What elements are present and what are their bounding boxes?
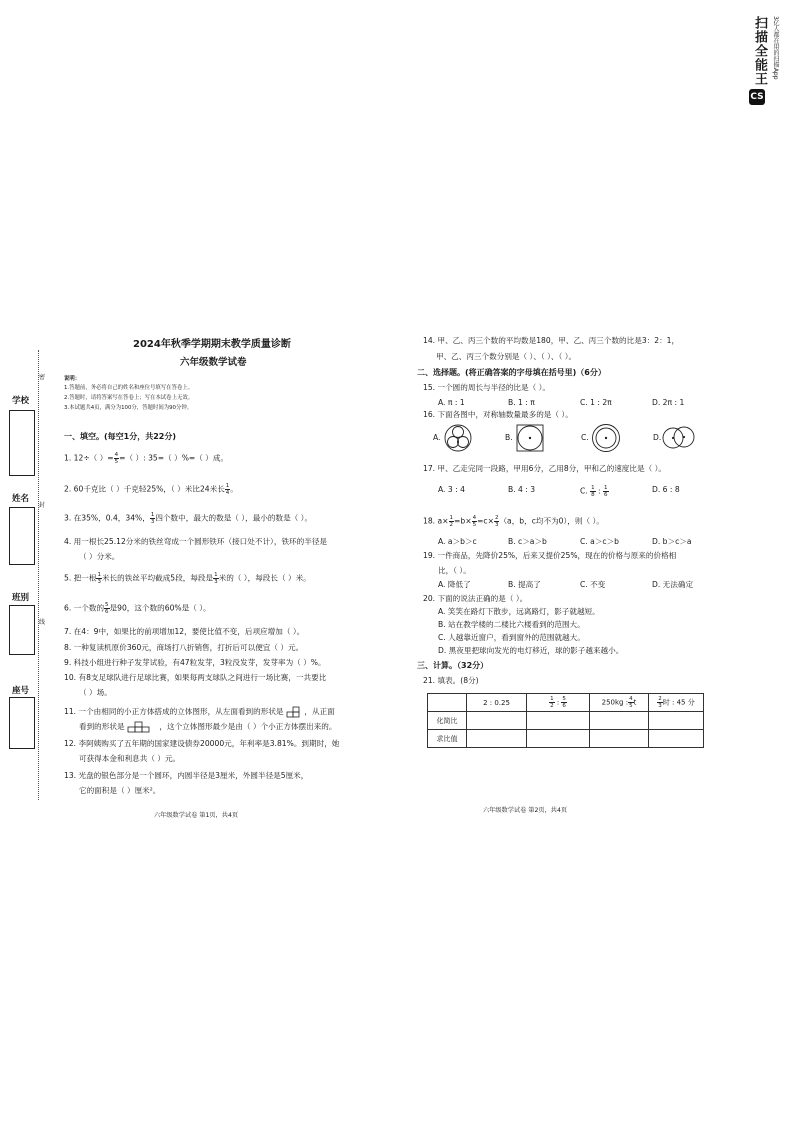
row-label-simplify: 化简比 bbox=[428, 712, 467, 730]
class-label: 班别 bbox=[12, 593, 30, 603]
question-7: 7. 在4：9中，如果比的前项增加12，要使比值不变，后项应增加（ ）。 bbox=[64, 627, 305, 636]
q18-option-d: D. b＞c＞a bbox=[652, 537, 692, 546]
question-1: 1. 12÷（ ）= $\frac{4}{5}$ =（ ）: 35=（ ）%=（ ）成。 bbox=[64, 452, 229, 465]
question-5: 5. 把一根 $\frac{1}{3}$ 米长的铁丝平均截成5段，每段是 $\frac{1}{3}$ 米的（ ），每段长（ ）米。 bbox=[64, 572, 311, 585]
question-13-line-1: 13. 光盘的银色部分是一个圆环，内圆半径是3厘米，外圆半径是5厘米， bbox=[64, 771, 309, 780]
note-3: 3.本试题共4页，满分为100分，答题时间为90分钟。 bbox=[64, 405, 193, 411]
question-6: 6. 一个数的 $\frac{5}{6}$ 是90，这个数的60%是（ ）。 bbox=[64, 602, 211, 615]
answer-cell[interactable] bbox=[527, 712, 590, 730]
seat-label: 座号 bbox=[12, 686, 30, 696]
q15-option-a: A. π : 1 bbox=[438, 398, 465, 407]
q16-two-circles-figure bbox=[662, 424, 696, 452]
question-13-line-2: 它的面积是（ ）厘米²。 bbox=[79, 786, 161, 795]
question-10-line-1: 10. 有8支足球队进行足球比赛，如果每两支球队之间进行一场比赛，一共要比 bbox=[64, 673, 327, 682]
q16-three-circles-figure bbox=[443, 423, 473, 453]
row-label-ratio-value: 求比值 bbox=[428, 730, 467, 748]
table-header-ratio-1: 2 : 0.25 bbox=[467, 694, 527, 712]
question-3: 3. 在35%，0.4，34%， $\frac{1}{3}$ 四个数中，最大的数是（ ），最小的数是（ ）。 bbox=[64, 512, 313, 525]
q15-option-d: D. 2π : 1 bbox=[652, 398, 685, 407]
question-4-line-2: （ ）分米。 bbox=[79, 552, 120, 561]
note-2: 2.答题时，请将答案写在答卷上；写在本试卷上无效。 bbox=[64, 395, 194, 401]
page-2-footer: 六年级数学试卷 第2页，共4页 bbox=[483, 807, 568, 814]
answer-cell[interactable] bbox=[467, 712, 527, 730]
q16-option-d: D. bbox=[653, 433, 662, 442]
school-box[interactable] bbox=[9, 410, 35, 476]
section-2-heading: 二、选择题。(将正确答案的字母填在括号里)（6分） bbox=[417, 368, 606, 377]
q15-option-c: C. 1 : 2π bbox=[580, 398, 612, 407]
answer-cell[interactable] bbox=[467, 730, 527, 748]
exam-title: 2024年秋季学期期末教学质量诊断 bbox=[133, 339, 291, 350]
question-14-line-2: 甲、乙、丙三个数分别是（ ）、（ ）、（ ）。 bbox=[436, 352, 577, 361]
question-21: 21. 填表。(8分) bbox=[423, 676, 479, 685]
page-1-footer: 六年级数学试卷 第1页，共4页 bbox=[154, 812, 239, 819]
q17-option-b: B. 4 : 3 bbox=[508, 485, 536, 494]
front-view-figure bbox=[127, 721, 157, 733]
seal-char-xian: 线 bbox=[39, 619, 46, 626]
q15-option-b: B. 1 : π bbox=[508, 398, 535, 407]
q17-option-d: D. 6 : 8 bbox=[652, 485, 680, 494]
table-header-ratio-2: $\frac{1}{2}$ : $\frac{5}{6}$ bbox=[527, 694, 590, 712]
answer-cell[interactable] bbox=[590, 712, 649, 730]
answer-cell[interactable] bbox=[590, 730, 649, 748]
answer-cell[interactable] bbox=[649, 730, 704, 748]
notes-title: 说明： bbox=[64, 376, 81, 382]
school-label: 学校 bbox=[12, 396, 30, 406]
table-header-ratio-4: $\frac{2}{3}$ 时 : 45 分 bbox=[649, 694, 704, 712]
q20-option-c: C. 人越靠近窗户，看到窗外的范围就越大。 bbox=[438, 633, 585, 642]
question-9: 9. 科技小组进行种子发芽试验，有47粒发芽，3粒没发芽，发芽率为（ ）%。 bbox=[64, 658, 326, 667]
q19-option-d: D. 无法确定 bbox=[652, 580, 694, 589]
q18-option-b: B. c＞a＞b bbox=[508, 537, 547, 546]
question-18: 18. a× $\frac{1}{2}$ =b× $\frac{4}{5}$ =c× $\frac{2}{3}$ （a，b，c均不为0），则（ ）。 bbox=[423, 515, 604, 528]
answer-cell[interactable] bbox=[649, 712, 704, 730]
q16-option-c: C. bbox=[581, 433, 589, 442]
seat-box[interactable] bbox=[9, 697, 35, 749]
section-1-heading: 一、填空。(每空1分，共22分) bbox=[64, 432, 177, 441]
q16-concentric-circles-figure bbox=[591, 423, 621, 453]
q20-option-a: A. 笑笑在路灯下散步，远离路灯，影子就越短。 bbox=[438, 607, 600, 616]
q19-option-c: C. 不变 bbox=[580, 580, 606, 589]
seal-dotted-line bbox=[38, 350, 39, 800]
question-4-line-1: 4. 用一根长25.12分米的铁丝弯成一个圆形铁环（接口处不计），铁环的半径是 bbox=[64, 537, 328, 546]
q18-option-a: A. a＞b＞c bbox=[438, 537, 477, 546]
q19-option-a: A. 降低了 bbox=[438, 580, 471, 589]
question-11-line-2: 看到的形状是 ，这个立体图形最少是由（ ）个小正方体摆出来的。 bbox=[79, 722, 337, 731]
q20-option-b: B. 站在教学楼的二楼比六楼看到的范围大。 bbox=[438, 620, 585, 629]
answer-cell[interactable] bbox=[527, 730, 590, 748]
question-8: 8. 一种复读机原价360元，商场打八折销售，打折后可以便宜（ ）元。 bbox=[64, 643, 304, 652]
q17-option-c: C. $\frac{1}{8}$ : $\frac{1}{6}$ bbox=[580, 485, 608, 498]
left-view-figure bbox=[286, 706, 302, 718]
q20-option-d: D. 黑夜里把球向发光的电灯移近，球的影子越来越小。 bbox=[438, 646, 624, 655]
question-12-line-1: 12. 李阿姨购买了五年期的国家建设债券20000元，年利率是3.81%。到期时，她 bbox=[64, 739, 340, 748]
question-19-line-1: 19. 一件商品，先降价25%，后来又提价25%，现在的价格与原来的价格相 bbox=[423, 551, 677, 560]
table-header-blank bbox=[428, 694, 467, 712]
section-3-heading: 三、计算。（32分） bbox=[417, 661, 489, 670]
q19-option-b: B. 提高了 bbox=[508, 580, 541, 589]
question-2: 2. 60千克比（ ）千克轻25%，（ ）米比24米长 $\frac{1}{4}$ 。 bbox=[64, 483, 238, 496]
question-12-line-2: 可获得本金和利息共（ ）元。 bbox=[79, 754, 181, 763]
question-11-line-1: 11. 一个由相同的小正方体搭成的立体图形，从左面看到的形状是 ，从正面 bbox=[64, 707, 335, 716]
watermark-tagline: 3亿人都在用的扫描App bbox=[772, 16, 779, 80]
question-15: 15. 一个圆的周长与半径的比是（ ）。 bbox=[423, 383, 551, 392]
q16-option-a: A. bbox=[433, 433, 441, 442]
exam-subtitle: 六年级数学试卷 bbox=[180, 357, 247, 368]
ratio-table bbox=[427, 693, 704, 748]
table-row bbox=[428, 712, 704, 730]
watermark-app-name: 扫描全能王 bbox=[752, 16, 767, 86]
question-10-line-2: （ ）场。 bbox=[79, 688, 112, 697]
question-19-line-2: 比，（ ）。 bbox=[438, 566, 471, 575]
question-16: 16. 下面各图中，对称轴数量最多的是（ ）。 bbox=[423, 410, 573, 419]
question-14-line-1: 14. 甲、乙、丙三个数的平均数是180，甲、乙、丙三个数的比是3：2：1， bbox=[423, 336, 680, 345]
q16-circle-in-square-figure bbox=[516, 424, 544, 452]
q17-option-a: A. 3 : 4 bbox=[438, 485, 465, 494]
name-label: 姓名 bbox=[12, 494, 30, 504]
seal-char-mi: 密 bbox=[39, 374, 46, 381]
name-box[interactable] bbox=[9, 507, 35, 565]
camscanner-badge: CS bbox=[749, 89, 765, 105]
question-17: 17. 甲、乙走完同一段路，甲用6分，乙用8分，甲和乙的速度比是（ ）。 bbox=[423, 464, 666, 473]
note-1: 1.答题前，务必将自己的姓名和座位号填写在答卷上。 bbox=[64, 385, 194, 391]
table-row bbox=[428, 730, 704, 748]
q16-option-b: B. bbox=[505, 433, 513, 442]
table-header-ratio-3: 250kg : $\frac{4}{5}$ t bbox=[590, 694, 649, 712]
seal-char-feng: 封 bbox=[39, 502, 46, 509]
q18-option-c: C. a＞c＞b bbox=[580, 537, 619, 546]
class-box[interactable] bbox=[9, 605, 35, 655]
question-20: 20. 下面的说法正确的是（ ）。 bbox=[423, 594, 528, 603]
